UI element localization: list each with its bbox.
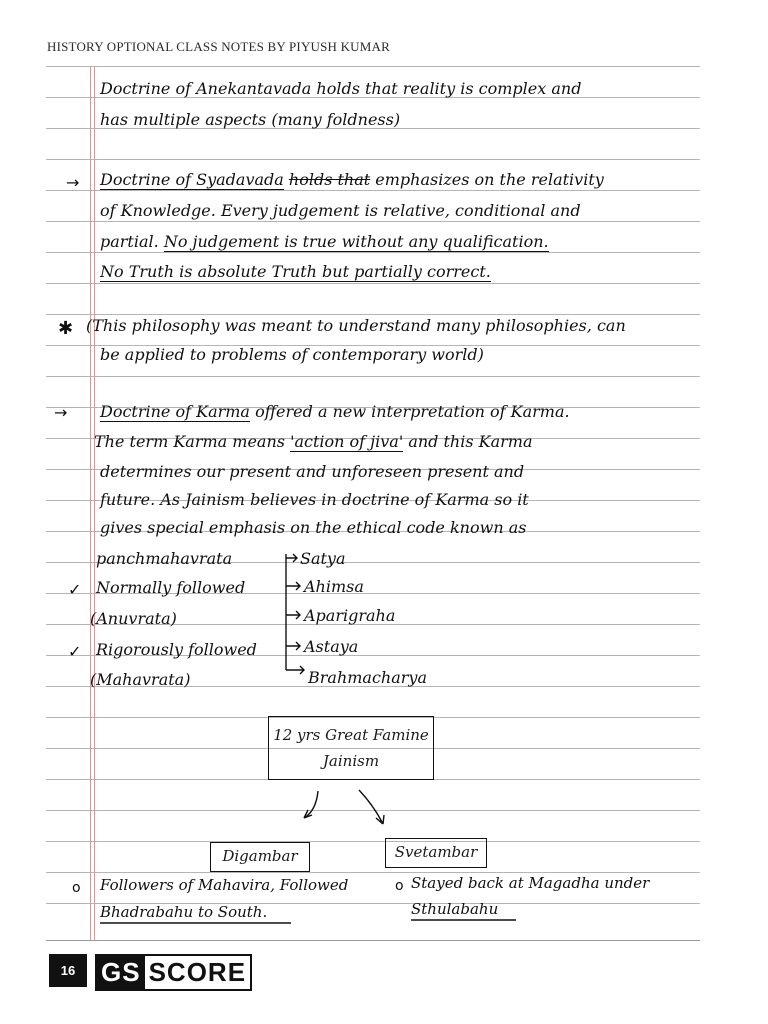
gsscore-logo xyxy=(95,954,252,991)
page-number: 16 xyxy=(49,954,87,987)
syadavada-line-1-rest: emphasizes on the relativity xyxy=(375,170,604,189)
karma-heading: Doctrine of Karma xyxy=(100,402,250,421)
notebook-page xyxy=(46,66,700,941)
philosophy-line-1: (This philosophy was meant to understand many philosophies, can xyxy=(86,316,626,335)
bullet-marker: o xyxy=(72,880,81,896)
bracket-arrow xyxy=(286,582,300,590)
digambar-label: Digambar xyxy=(222,847,298,865)
syadavada-line-4-text: No Truth is absolute Truth but partially correct. xyxy=(100,262,491,281)
vow-item: Satya xyxy=(300,549,346,568)
page-header: HISTORY OPTIONAL CLASS NOTES BY PIYUSH KUMAR xyxy=(47,39,390,54)
logo-part-2: SCORE xyxy=(145,956,250,989)
bullet-marker: o xyxy=(395,878,404,894)
karma-line-2-quote: 'action of jiva' xyxy=(290,432,404,451)
vow-item: Astaya xyxy=(304,637,359,656)
anekantavada-line-1: Doctrine of Anekantavada holds that reality is complex and xyxy=(100,79,582,98)
famine-right-arrow xyxy=(359,790,384,824)
bracket-arrow xyxy=(286,611,300,619)
karma-line-1-rest: offered a new interpretation of Karma. xyxy=(255,402,570,421)
star-marker: ✱ xyxy=(58,318,74,339)
karma-line-3: determines our present and unforeseen present and xyxy=(100,462,525,481)
bracket-arrow xyxy=(286,666,304,674)
famine-left-arrow xyxy=(304,791,318,818)
bracket-arrow xyxy=(286,642,300,650)
famine-box-line-2: Jainism xyxy=(322,752,380,770)
karma-line-2-start: The term Karma means xyxy=(94,432,285,451)
svetambar-note-1: Stayed back at Magadha under xyxy=(411,874,650,892)
anekantavada-line-2: has multiple aspects (many foldness) xyxy=(100,110,401,129)
panchmahavrata-label: panchmahavrata xyxy=(96,549,233,568)
karma-line-2-rest: and this Karma xyxy=(408,432,533,451)
syadavada-line-3-start: partial. xyxy=(100,232,159,251)
syadavada-line-2: of Knowledge. Every judgement is relative, conditional and xyxy=(100,201,581,220)
digambar-note-2: Bhadrabahu to South. xyxy=(100,903,268,921)
syadavada-heading: Doctrine of Syadavada xyxy=(100,170,284,189)
check-icon: ✓ xyxy=(68,642,82,661)
famine-box-line-1: 12 yrs Great Famine xyxy=(273,726,429,744)
syadavada-line-3-underlined: No judgement is true without any qualification. xyxy=(163,232,549,251)
syadavada-struck-text: holds that xyxy=(288,170,371,189)
vow-item: Brahmacharya xyxy=(308,668,427,687)
mahavrata-line-1: Rigorously followed xyxy=(96,640,257,659)
philosophy-line-2: be applied to problems of contemporary world) xyxy=(100,345,484,364)
karma-line-5: gives special emphasis on the ethical code known as xyxy=(100,518,527,537)
vow-item: Ahimsa xyxy=(304,577,364,596)
svetambar-note-2: Sthulabahu xyxy=(411,900,499,918)
anuvrata-line-2: (Anuvrata) xyxy=(90,609,177,628)
bracket-arrow xyxy=(286,554,297,562)
arrow-marker-karma: → xyxy=(54,403,68,422)
mahavrata-line-2: (Mahavrata) xyxy=(90,670,191,689)
check-icon: ✓ xyxy=(68,580,82,599)
anuvrata-line-1: Normally followed xyxy=(96,578,246,597)
digambar-note-1: Followers of Mahavira, Followed xyxy=(100,876,349,894)
karma-line-4: future. As Jainism believes in doctrine of Karma so it xyxy=(100,490,529,509)
vow-bracket-diagram xyxy=(46,66,700,940)
logo-part-1: GS xyxy=(97,956,145,989)
arrow-marker-syadavada: → xyxy=(66,173,80,192)
svetambar-label: Svetambar xyxy=(394,843,478,861)
vow-item: Aparigraha xyxy=(304,606,396,625)
